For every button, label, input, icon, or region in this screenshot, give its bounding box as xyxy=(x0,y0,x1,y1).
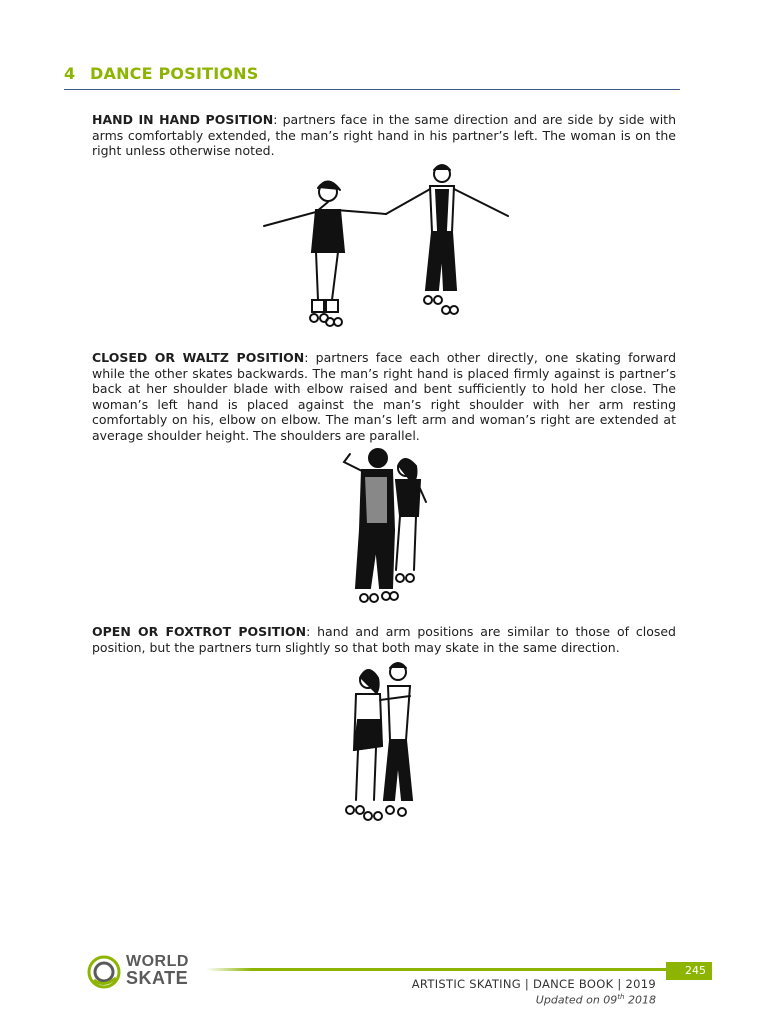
hand-in-hand-illustration xyxy=(256,160,512,332)
hand-in-hand-paragraph xyxy=(92,112,676,159)
hand-in-hand-text: : partners face in the same direction and are side by side with arms comfortably extended, the man’s right hand in his partner’s left. The woman is on the right unless otherwise noted. xyxy=(92,112,676,159)
footer-rule xyxy=(206,968,666,971)
closed-waltz-illustration xyxy=(334,446,430,606)
updated-suffix: 2018 xyxy=(624,993,656,1007)
closed-waltz-term: CLOSED OR WALTZ POSITION xyxy=(92,350,305,365)
updated-date xyxy=(536,993,656,1007)
page-number: 245 xyxy=(666,962,712,980)
section-title: DANCE POSITIONS xyxy=(90,64,259,83)
updated-prefix: Updated on 09 xyxy=(535,993,618,1007)
section-number: 4 xyxy=(64,64,76,83)
section-heading xyxy=(64,64,680,90)
open-foxtrot-illustration xyxy=(340,660,420,826)
logo-line-skate: SKATE xyxy=(126,968,189,988)
hand-in-hand-term: HAND IN HAND POSITION xyxy=(92,112,274,127)
open-foxtrot-paragraph xyxy=(92,624,676,655)
closed-waltz-text: : partners face each other directly, one skating forward while the other skates backwards. The man’s right hand is placed firmly against is partner’s back at her shoulder blade with elbow raised and bent sufficiently to hold her close. The woman’s left hand is placed against the man’s right shoulder with her arm resting comfortably on his, elbow on elbow. The man’s left arm and woman’s right are extended at average shoulder height. The shoulders are parallel. xyxy=(92,350,677,443)
open-foxtrot-term: OPEN OR FOXTROT POSITION xyxy=(92,624,307,639)
logo-wordmark xyxy=(126,954,189,986)
updated-sup: th xyxy=(617,993,625,1001)
book-title: ARTISTIC SKATING | DANCE BOOK | 2019 xyxy=(411,977,656,991)
closed-waltz-paragraph xyxy=(92,350,676,444)
open-foxtrot-text: : hand and arm positions are similar to those of closed position, but the partners turn slightly so that both may skate in the same direction. xyxy=(92,624,676,655)
logo-line-world: WORLD xyxy=(126,953,189,970)
